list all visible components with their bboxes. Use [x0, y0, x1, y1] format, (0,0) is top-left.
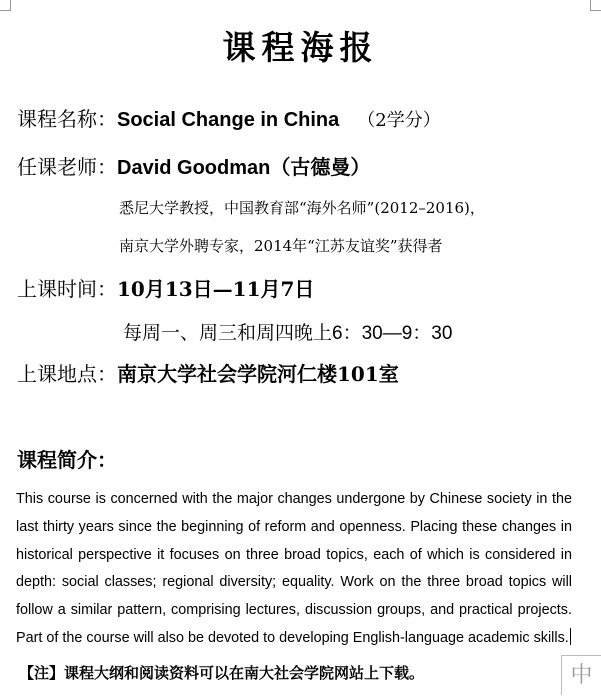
intro-text: This course is concerned with the major changes undergone by Chinese society in the last thirty years since the beginning of reform and openness. Placing these changes in historical perspective it focuses on three broad topics, each of which is considered in depth: social classes; regional diversity; equality. Work on the three broad topics will follow a similar pattern, comprising lectures, discussion groups, and practical projects. Part of the course will also be devoted to developing English-language academic skills.	[16, 491, 572, 646]
teacher-label: 任课老师：	[17, 155, 117, 179]
schedule-text: 每周一、周三和周四晚上6：30—9：30	[123, 323, 453, 344]
footnote: 【注】课程大纲和阅读资料可以在南大社会学院网站上下载。	[19, 664, 425, 682]
intro-heading: 课程简介：	[17, 448, 117, 472]
page-corner-mark	[0, 0, 11, 11]
location-label: 上课地点：	[17, 362, 117, 386]
course-credits: （2学分）	[357, 110, 441, 131]
intro-paragraph[interactable]	[16, 486, 572, 653]
course-name-row	[17, 103, 441, 132]
course-name-label: 课程名称：	[17, 107, 117, 131]
time-label: 上课时间：	[17, 277, 117, 301]
course-name-value: Social Change in China	[117, 109, 340, 131]
location-value: 南京大学社会学院河仁楼101室	[117, 362, 399, 386]
time-row	[17, 273, 314, 302]
time-value: 10月13日—11月7日	[117, 277, 315, 301]
teacher-bio-line: 南京大学外聘专家，2014年“江苏友谊奖”获得者	[119, 237, 443, 255]
poster-title: 课程海报	[222, 28, 379, 67]
teacher-bio-line: 悉尼大学教授，中国教育部“海外名师”(2012–2016)，	[119, 199, 485, 217]
page-corner-mark	[590, 0, 601, 11]
teacher-name: David Goodman（古德曼）	[117, 157, 371, 179]
ime-indicator[interactable]: 中	[561, 655, 601, 695]
text-cursor	[570, 628, 571, 645]
teacher-row	[17, 151, 370, 180]
location-row	[17, 358, 399, 387]
